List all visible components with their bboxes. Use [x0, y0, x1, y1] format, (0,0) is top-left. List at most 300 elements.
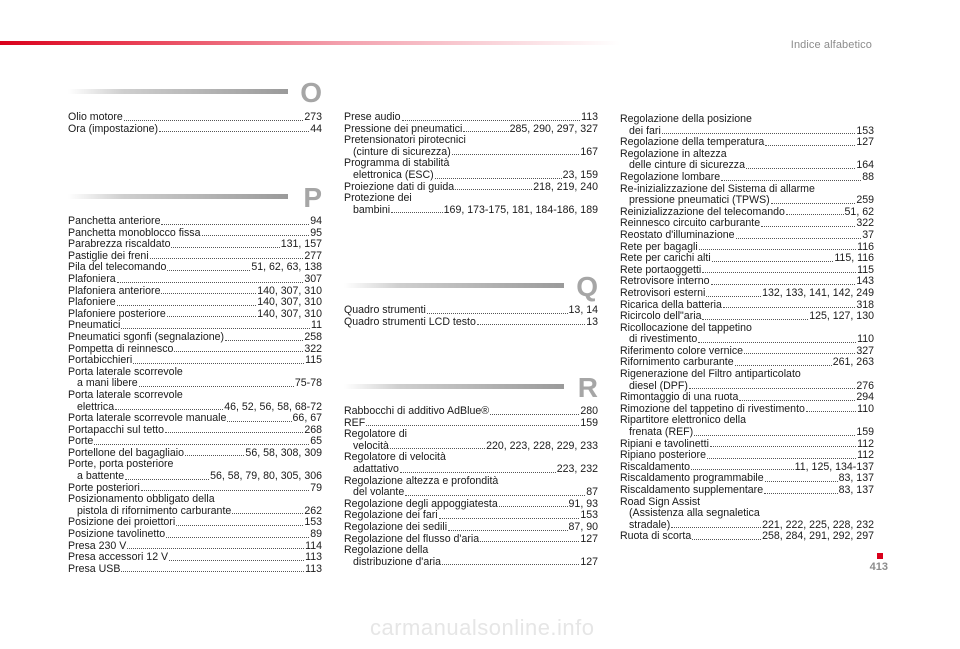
entry-pages: 56, 58, 308, 309 [245, 446, 322, 459]
index-entry [68, 459, 322, 482]
entry-row [620, 253, 874, 265]
entry-text: Portellone del bagagliaio [68, 446, 185, 459]
index-entry [68, 425, 322, 437]
entry-heading: Porta laterale scorrevole [68, 388, 183, 401]
entry-row [620, 531, 874, 543]
index-entry [68, 124, 322, 136]
entry-pages: 268 [304, 423, 322, 436]
dot-leader [161, 224, 309, 225]
section-divider [68, 89, 288, 94]
entry-pages: 132, 133, 141, 142, 249 [762, 286, 874, 299]
entry-text: Porta laterale scorrevole manuale [68, 412, 227, 425]
index-entry [68, 529, 322, 541]
index-entry [620, 485, 874, 497]
entry-pages: 318 [856, 298, 874, 311]
entry-text: Rimontaggio di una ruota [620, 391, 739, 404]
index-section-p-continued [344, 112, 598, 216]
dot-leader [166, 537, 309, 538]
entry-text: Rete per carichi alti [620, 252, 711, 265]
entry-text: (cinture di sicurezza) [353, 145, 451, 158]
entry-text: Presa USB [68, 562, 121, 575]
entry-text: Regolazione dei fari [344, 509, 438, 522]
index-entry [68, 297, 322, 309]
dot-leader [455, 189, 532, 190]
entry-row [68, 274, 322, 286]
dot-leader [366, 425, 579, 426]
entry-row [620, 427, 874, 439]
entry-pages: 277 [304, 249, 322, 262]
entry-pages: 140, 307, 310 [257, 296, 322, 309]
dot-leader [735, 365, 832, 366]
dot-leader [761, 226, 855, 227]
entry-row [68, 216, 322, 228]
entry-heading: Rigenerazione del Filtro antiparticolato [620, 368, 801, 381]
entry-text: elettrica [77, 400, 115, 413]
index-section-p [68, 216, 322, 575]
dot-leader [698, 342, 856, 343]
entry-pages: 143 [856, 275, 874, 288]
entry-row [68, 425, 322, 437]
entry-pages: 127 [580, 532, 598, 545]
entry-text: Posizione dei proiettori [68, 516, 176, 529]
index-entry [344, 193, 598, 216]
entry-row [68, 112, 322, 124]
entry-text: Pompetta di reinnesco [68, 342, 174, 355]
entry-text: Rete per bagagli [620, 240, 698, 253]
entry-heading: Ricollocazione del tappetino [620, 321, 752, 334]
entry-text: del volante [353, 486, 405, 499]
entry-pages: 87 [586, 486, 598, 499]
dot-leader [232, 513, 303, 514]
entry-row [620, 485, 874, 497]
entry-text: Ruota di scorta [620, 530, 692, 543]
entry-text: Riscaldamento [620, 460, 691, 473]
dot-leader [692, 539, 761, 540]
index-entry [620, 230, 874, 242]
entry-row [68, 355, 322, 367]
dot-leader [167, 270, 250, 271]
dot-leader [174, 351, 303, 352]
dot-leader [94, 444, 309, 445]
header-accent-bar [0, 41, 620, 45]
entry-heading: Ripartitore elettronico della [620, 414, 747, 427]
entry-text: Ripiani e tavolinetti [620, 437, 709, 450]
entry-pages: 79 [310, 481, 322, 494]
index-section-r-continued [620, 114, 874, 543]
entry-heading: (Assistenza alla segnaletica [629, 507, 760, 520]
entry-row [620, 311, 874, 323]
dot-leader [477, 324, 585, 325]
entry-pages: 221, 222, 225, 228, 232 [762, 518, 874, 531]
entry-text: Ricircolo dell"aria [620, 310, 702, 323]
entry-pages: 37 [862, 228, 874, 241]
entry-pages: 114 [305, 539, 322, 552]
dot-leader [185, 455, 244, 456]
entry-row [344, 170, 598, 182]
dot-leader [706, 296, 761, 297]
entry-text: Reostato d'illuminazione [620, 228, 735, 241]
entry-pages: 83, 137 [838, 472, 874, 485]
section-divider [344, 283, 564, 288]
index-entry [344, 135, 598, 158]
index-entry [620, 415, 874, 438]
section-header-q [344, 273, 598, 303]
index-entry [344, 406, 598, 418]
entry-text: Plafoniera [68, 272, 116, 285]
dot-leader [671, 527, 761, 528]
index-entry [620, 184, 874, 207]
dot-leader [806, 411, 856, 412]
entry-pages: 11 [311, 319, 322, 332]
entry-text: Rete portaoggetti [620, 263, 702, 276]
dot-leader [699, 249, 856, 250]
entry-text: Posizione tavolinetto [68, 528, 166, 541]
section-divider [344, 384, 564, 389]
entry-pages: 276 [856, 379, 874, 392]
entry-text: frenata (REF) [629, 426, 694, 439]
dot-leader [771, 203, 856, 204]
entry-row [344, 487, 598, 499]
entry-pages: 113 [305, 551, 322, 564]
page-title: Indice alfabetico [790, 39, 872, 51]
entry-row [68, 124, 322, 136]
dot-leader [786, 214, 844, 215]
entry-heading: Posizionamento obbligato della [68, 493, 215, 506]
dot-leader [400, 472, 556, 473]
dot-leader [746, 168, 855, 169]
index-entry [620, 253, 874, 265]
entry-heading: Pretensionatori pirotecnici [344, 134, 466, 147]
entry-pages: 280 [580, 405, 598, 417]
entry-text: Portapacchi sul tetto [68, 423, 164, 436]
entry-heading: Protezione dei [344, 192, 412, 205]
entry-pages: 258 [304, 330, 322, 343]
dot-leader [736, 238, 862, 239]
entry-row [68, 471, 322, 483]
dot-leader [689, 388, 855, 389]
entry-text: Reinizializzazione del telecomando [620, 205, 785, 218]
entry-text: Pastiglie dei freni [68, 249, 149, 262]
entry-pages: 91, 93 [568, 497, 598, 510]
dot-leader [711, 284, 856, 285]
entry-text: Plafoniere posteriore [68, 307, 166, 320]
entry-text: Prese audio [344, 111, 401, 123]
dot-leader [405, 495, 585, 496]
index-entry [68, 112, 322, 124]
entry-pages: 258, 284, 291, 292, 297 [762, 530, 874, 543]
entry-text: Quadro strumenti [344, 304, 426, 316]
entry-pages: 140, 307, 310 [257, 284, 322, 297]
dot-leader [125, 479, 209, 480]
dot-leader [765, 481, 838, 482]
entry-text: Presa accessori 12 V [68, 551, 169, 564]
index-section-o [68, 112, 322, 135]
entry-pages: 112 [857, 437, 874, 450]
entry-pages: 307 [304, 272, 322, 285]
dot-leader [121, 328, 310, 329]
entry-pages: 327 [856, 344, 874, 357]
entry-text: Reinnesco circuito carburante [620, 217, 761, 230]
entry-text: Presa 230 V [68, 539, 127, 552]
entry-pages: 23, 159 [562, 168, 598, 181]
entry-pages: 51, 62 [844, 205, 874, 218]
entry-heading: Regolazione altezza e profondità [344, 474, 499, 487]
index-entry [620, 149, 874, 172]
entry-row [68, 297, 322, 309]
entry-pages: 115 [857, 263, 874, 276]
entry-row [68, 529, 322, 541]
entry-pages: 94 [310, 215, 322, 227]
dot-leader [225, 340, 303, 341]
entry-text: Porte posteriori [68, 481, 140, 494]
entry-row [620, 288, 874, 300]
entry-pages: 56, 58, 79, 80, 305, 306 [210, 470, 322, 483]
entry-row [344, 522, 598, 534]
entry-pages: 220, 223, 228, 229, 233 [486, 439, 598, 452]
entry-pages: 125, 127, 130 [809, 310, 874, 323]
entry-pages: 167 [580, 145, 598, 158]
index-entry [344, 158, 598, 181]
dot-leader [202, 235, 310, 236]
entry-pages: 110 [857, 333, 874, 346]
entry-text: pressione pneumatici (TPWS) [629, 194, 770, 207]
dot-leader [707, 458, 856, 459]
entry-pages: 11, 125, 134-137 [794, 460, 874, 473]
entry-text: Porte [68, 435, 94, 448]
entry-text: Proiezione dati di guida [344, 180, 455, 193]
index-entry [68, 332, 322, 344]
entry-pages: 51, 62, 63, 138 [251, 261, 322, 274]
entry-text: Riscaldamento supplementare [620, 484, 764, 496]
dot-leader [662, 133, 856, 134]
dot-leader [439, 518, 580, 519]
dot-leader [739, 400, 855, 401]
entry-text: Pneumatici [68, 319, 121, 332]
dot-leader [702, 272, 856, 273]
entry-pages: 153 [856, 124, 874, 137]
index-entry [620, 288, 874, 300]
entry-text: Regolazione dei sedili [344, 520, 448, 533]
entry-row [344, 557, 598, 569]
entry-pages: 115, 116 [834, 252, 874, 265]
index-entry [620, 497, 874, 532]
dot-leader [121, 571, 304, 572]
index-entry [344, 112, 598, 124]
entry-text: Retrovisore interno [620, 275, 710, 288]
entry-text: Riscaldamento programmabile [620, 472, 764, 485]
watermark: carmanualsonline.info [370, 615, 595, 640]
dot-leader [171, 247, 279, 248]
dot-leader [710, 446, 856, 447]
dot-leader [764, 493, 838, 494]
entry-text: Plafoniere [68, 296, 116, 309]
entry-pages: 131, 157 [280, 238, 322, 251]
dot-leader [176, 525, 303, 526]
index-entry [620, 531, 874, 543]
entry-pages: 261, 263 [832, 356, 874, 369]
dot-leader [402, 120, 581, 121]
entry-text: bambini [353, 203, 391, 216]
entry-text: Rifornimento carburante [620, 356, 734, 369]
entry-text: di rivestimento [629, 333, 698, 346]
entry-pages: 75-78 [294, 377, 322, 390]
entry-row [68, 564, 322, 576]
entry-text: dei fari [629, 124, 661, 137]
dot-leader [150, 258, 304, 259]
entry-heading: Regolatore di velocità [344, 451, 446, 464]
dot-leader [702, 319, 808, 320]
entry-heading: Road Sign Assist [620, 495, 701, 508]
index-entry [620, 172, 874, 184]
dot-leader [691, 469, 794, 470]
dot-leader [490, 414, 579, 415]
entry-text: Parabrezza riscaldato [68, 238, 171, 251]
entry-row [344, 406, 598, 418]
dot-leader [694, 435, 855, 436]
entry-text: Portabicchieri [68, 354, 133, 367]
entry-pages: 13 [586, 315, 598, 328]
entry-row [344, 112, 598, 124]
index-entry [620, 114, 874, 137]
dot-leader [499, 506, 568, 507]
entry-pages: 113 [305, 562, 322, 575]
dot-leader [167, 316, 256, 317]
entry-text: elettronica (ESC) [353, 168, 434, 181]
entry-text: delle cinture di sicurezza [629, 159, 745, 172]
dot-leader [159, 131, 309, 132]
entry-text: Panchetta anteriore [68, 215, 161, 227]
entry-row [344, 317, 598, 329]
dot-leader [117, 282, 304, 283]
entry-text: stradale) [629, 518, 671, 531]
section-letter: R [577, 372, 598, 403]
entry-text: Quadro strumenti LCD testo [344, 315, 476, 328]
entry-text: Ora (impostazione) [68, 122, 159, 135]
dot-leader [442, 564, 579, 565]
dot-leader [480, 541, 579, 542]
index-entry [68, 413, 322, 425]
entry-pages: 223, 232 [556, 462, 598, 475]
index-entry [344, 545, 598, 568]
index-entry [344, 452, 598, 475]
entry-pages: 89 [310, 528, 322, 541]
entry-pages: 322 [304, 342, 322, 355]
dot-leader [127, 548, 304, 549]
section-letter: O [300, 77, 322, 108]
index-entry [68, 355, 322, 367]
index-section-q [344, 305, 598, 328]
dot-leader [139, 386, 294, 387]
section-divider [68, 194, 288, 199]
entry-pages: 153 [580, 509, 598, 522]
entry-pages: 169, 173-175, 181, 184-186, 189 [443, 203, 598, 216]
entry-pages: 115 [305, 354, 322, 367]
entry-pages: 112 [857, 449, 874, 462]
entry-text: Pila del telecomando [68, 261, 167, 274]
dot-leader [227, 421, 291, 422]
entry-text: pistola di rifornimento carburante [77, 504, 232, 517]
entry-pages: 66, 67 [292, 412, 322, 425]
entry-text: Retrovisori esterni [620, 286, 706, 299]
index-entry [68, 494, 322, 517]
dot-leader [390, 448, 485, 449]
entry-pages: 110 [857, 402, 874, 415]
index-entry [344, 476, 598, 499]
entry-text: Plafoniera anteriore [68, 284, 161, 297]
entry-text: Pressione dei pneumatici [344, 122, 463, 135]
page-number: 413 [869, 561, 888, 573]
entry-text: adattativo [353, 462, 399, 475]
dot-leader [141, 490, 309, 491]
entry-row [620, 195, 874, 207]
entry-text: velocità [353, 439, 389, 452]
entry-pages: 259 [856, 194, 874, 207]
entry-pages: 159 [856, 426, 874, 439]
entry-row [620, 230, 874, 242]
entry-pages: 88 [862, 170, 874, 183]
entry-pages: 153 [304, 516, 322, 529]
entry-text: a mani libere [77, 377, 138, 390]
entry-row [344, 305, 598, 317]
entry-text: Riferimento colore vernice [620, 344, 744, 357]
entry-text: Panchetta monoblocco fissa [68, 226, 201, 239]
index-entry [620, 323, 874, 346]
dot-leader [391, 212, 443, 213]
entry-heading: Regolazione della [344, 544, 429, 557]
entry-text: Regolazione lombare [620, 170, 721, 183]
index-entry [68, 274, 322, 286]
section-header-r [344, 374, 598, 404]
section-letter: Q [576, 271, 598, 302]
entry-pages: 140, 307, 310 [257, 307, 322, 320]
entry-row [344, 205, 598, 217]
dot-leader [435, 178, 562, 179]
entry-text: Regolazione della temperatura [620, 136, 765, 149]
dot-leader [721, 180, 861, 181]
entry-text: Rabbocchi di additivo AdBlue® [344, 405, 490, 417]
index-entry [344, 522, 598, 534]
entry-text: Olio motore [68, 111, 123, 123]
entry-text: Ripiano posteriore [620, 449, 706, 462]
entry-text: Rimozione del tappetino di rivestimento [620, 402, 805, 415]
entry-pages: 46, 52, 56, 58, 68-72 [224, 400, 322, 413]
entry-text: diesel (DPF) [629, 379, 688, 392]
dot-leader [723, 307, 855, 308]
entry-pages: 83, 137 [838, 484, 874, 496]
index-entry [620, 311, 874, 323]
section-header-p [68, 184, 322, 214]
index-entry [68, 216, 322, 228]
section-header-o [68, 79, 322, 109]
dot-leader [765, 145, 855, 146]
entry-pages: 164 [856, 159, 874, 172]
dot-leader [165, 432, 303, 433]
entry-pages: 95 [310, 226, 322, 239]
entry-pages: 294 [856, 391, 874, 404]
entry-row [620, 172, 874, 184]
dot-leader [117, 305, 256, 306]
index-entry [68, 367, 322, 390]
index-entry [68, 390, 322, 413]
entry-text: a battente [77, 470, 125, 483]
entry-heading: Regolazione in altezza [620, 147, 727, 160]
entry-heading: Programma di stabilità [344, 157, 450, 170]
section-letter: P [303, 182, 322, 213]
entry-heading: Porta laterale scorrevole [68, 365, 183, 378]
entry-pages: 44 [310, 122, 322, 135]
index-entry [68, 564, 322, 576]
dot-leader [448, 530, 567, 531]
